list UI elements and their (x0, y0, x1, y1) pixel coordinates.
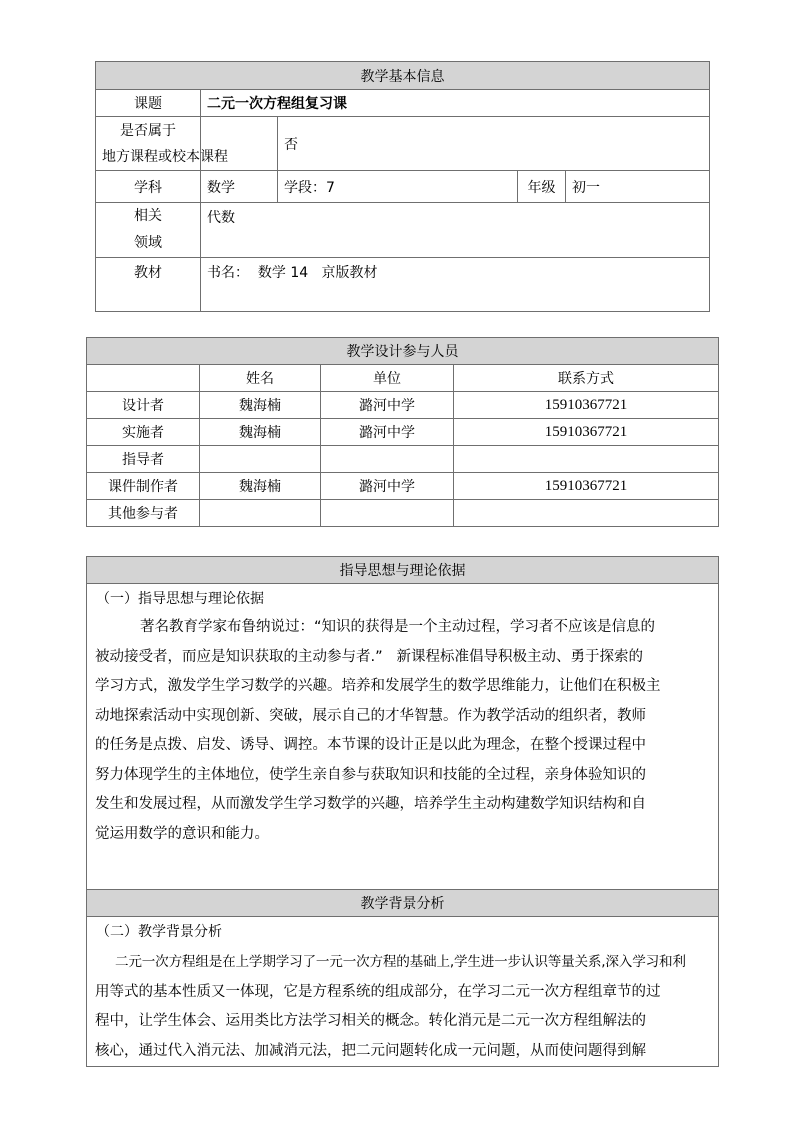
local-course-label (96, 117, 228, 171)
local-course-label-line2: 地方课程或校本课程 (102, 148, 228, 165)
paragraph-line: 用等式的基本性质又一体现，它是方程系统的组成部分，在学习二元一次方程组章节的过 (95, 983, 661, 1000)
guidance-subheading: （一）指导思想与理论依据 (96, 591, 264, 607)
participants-header: 教学设计参与人员 (87, 338, 719, 365)
paragraph-line: 程中，让学生体会、运用类比方法学习相关的概念。转化消元是二元一次方程组解法的 (95, 1013, 646, 1029)
paragraph-line: 学习方式，激发学生学习数学的兴趣。培养和发展学生的数学思维能力，让他们在积极主 (95, 678, 661, 694)
unit-cell: 潞河中学 (321, 473, 454, 500)
paragraph-line: 二元一次方程组是在上学期学习了一元一次方程的基础上,学生进一步认识等量关系,深入学习和利 (115, 954, 686, 970)
topic-label: 课题 (96, 90, 201, 117)
name-cell: 魏海楠 (200, 473, 321, 500)
background-section (87, 917, 719, 1067)
contact-cell (454, 446, 719, 473)
background-body (87, 944, 718, 1066)
contact-cell (454, 500, 719, 527)
role-cell: 指导者 (87, 446, 200, 473)
name-cell (200, 446, 321, 473)
contact-cell: 15910367721 (454, 392, 719, 419)
contact-cell: 15910367721 (454, 473, 719, 500)
paragraph-line: 核心，通过代入消元法、加减消元法，把二元问题转化成一元问题，从而使问题得到解 (95, 1042, 646, 1059)
role-cell: 实施者 (87, 419, 200, 446)
paragraph-line: 努力体现学生的主体地位，使学生亲自参与获取知识和技能的全过程，亲身体验知识的 (95, 766, 646, 783)
paragraph-line: 动地探索活动中实现创新、突破，展示自己的才华智慧。作为教学活动的组织者，教师 (95, 707, 646, 724)
participants-col-header: 联系方式 (454, 365, 719, 392)
name-cell (200, 500, 321, 527)
topic-value: 二元一次方程组复习课 (201, 90, 710, 117)
field-value: 代数 (201, 203, 710, 258)
analysis-table (86, 556, 719, 1067)
subject-value: 数学 (201, 171, 278, 203)
participants-col-header: 单位 (321, 365, 454, 392)
textbook-value: 书名： 数学 14 京版教材 (201, 258, 710, 312)
grade-value: 初一 (566, 171, 710, 203)
unit-cell (321, 446, 454, 473)
table-row (87, 392, 719, 419)
unit-cell (321, 500, 454, 527)
basic-info-table (95, 61, 710, 312)
table-row (87, 500, 719, 527)
local-course-label-line1: 是否属于 (120, 122, 176, 139)
name-cell: 魏海楠 (200, 419, 321, 446)
stage-value: 学段：7 (278, 171, 518, 203)
unit-cell: 潞河中学 (321, 419, 454, 446)
local-course-value: 否 (278, 117, 710, 171)
subject-label: 学科 (96, 171, 201, 203)
grade-label: 年级 (518, 171, 566, 203)
paragraph-line: 的任务是点拨、启发、诱导、调控。本节课的设计正是以此为理念，在整个授课过程中 (95, 737, 646, 753)
contact-cell: 15910367721 (454, 419, 719, 446)
table-row (87, 473, 719, 500)
paragraph-line: 发生和发展过程，从而激发学生学习数学的兴趣，培养学生主动构建数学知识结构和自 (95, 796, 646, 812)
participants-table (86, 337, 719, 527)
paragraph-line: 著名教育学家布鲁纳说过：“知识的获得是一个主动过程，学习者不应该是信息的 (140, 619, 656, 635)
guidance-section (87, 584, 719, 890)
background-subheading: （二）教学背景分析 (96, 924, 222, 940)
table-row (87, 419, 719, 446)
field-label (96, 203, 201, 258)
role-cell: 设计者 (87, 392, 200, 419)
basic-info-header: 教学基本信息 (96, 62, 710, 90)
table-row (87, 446, 719, 473)
participants-col-header (87, 365, 200, 392)
role-cell: 其他参与者 (87, 500, 200, 527)
paragraph-line: 觉运用数学的意识和能力。 (95, 825, 269, 842)
unit-cell: 潞河中学 (321, 392, 454, 419)
guidance-header: 指导思想与理论依据 (87, 557, 719, 584)
field-label-line2: 领域 (134, 235, 162, 251)
name-cell: 魏海楠 (200, 392, 321, 419)
field-label-line1: 相关 (134, 208, 162, 224)
background-header: 教学背景分析 (87, 890, 719, 917)
paragraph-line: 被动接受者，而应是知识获取的主动参与者.” 新课程标准倡导积极主动、勇于探索的 (95, 648, 643, 665)
guidance-body (87, 611, 718, 849)
textbook-label: 教材 (96, 258, 201, 312)
participants-col-header: 姓名 (200, 365, 321, 392)
role-cell: 课件制作者 (87, 473, 200, 500)
